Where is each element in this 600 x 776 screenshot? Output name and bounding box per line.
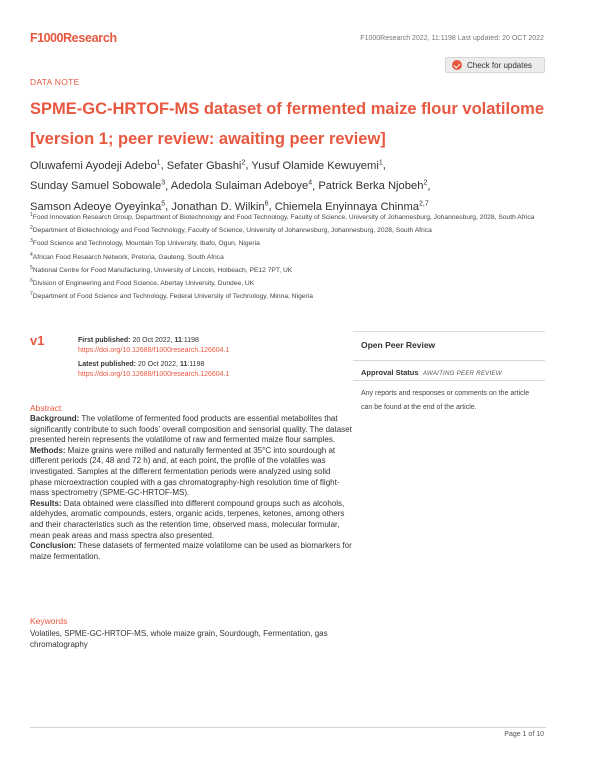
first-published-doi-link[interactable]: https://doi.org/10.12688/f1000research.126604.1	[78, 347, 230, 354]
affiliation: $^5$National Centre for Food Manufacturing, University of Lincoln, Holbeach, PE12 7PT, UK	[30, 264, 293, 275]
header-meta: F1000Research 2022, 11:1198 Last updated: 20 OCT 2022	[360, 35, 544, 42]
open-peer-review-title: Open Peer Review	[361, 340, 436, 350]
abstract-methods: Maize grains were milled and naturally fermented at 35°C into sourdough at different periods (24, 48 and 72 h) and, at each point, the profile of the volatiles was investigated. Samples at the different fermentation periods were analyzed using solid phase microextraction coupled with a gas chromatography-high resolution time of flight-mass spectrometry (SPME-GC-HRTOF-MS).	[30, 445, 340, 498]
author[interactable]: Jonathan D. Wilkin$^6$	[171, 200, 269, 214]
check-for-updates-button[interactable]	[445, 57, 545, 73]
author[interactable]: Sefater Gbashi$^2$	[166, 159, 246, 172]
author[interactable]: Oluwafemi Ayodeji Adebo$^1$	[30, 159, 161, 172]
divider	[353, 360, 545, 361]
author-list: Oluwafemi Ayodeji Adebo$^1$, Sefater Gbashi$^2$, Yusuf Olamide Kewuyemi$^1$, Sunday Samuel Sobowale$^3$, Adedola Sulaiman Adeboye$^4$, Patrick Berka Njobeh$^2$, Samson Adeoye Oyeyinka$^5$, Jonathan D. Wilkin$^6$, Chiemela Enyinnaya Chinma$^{2,7}$	[30, 159, 431, 214]
logo-prefix: F1000	[30, 31, 63, 45]
check-for-updates-label: Check for updates	[467, 60, 532, 70]
author[interactable]: Adedola Sulaiman Adeboye$^4$	[170, 179, 313, 193]
abstract-conclusion: These datasets of fermented maize volatilome can be used as biomarkers for maize fermentation.	[30, 541, 352, 561]
abstract-body: Background: The volatilome of fermented food products are essential metabolites that significantly contribute to such foods’ overall composition and sensorial quality. The dataset presented herein represents the volatilome of raw and fermented maize flour samples. Methods: Maize grains were milled and naturally fermented at 35°C into sourdough at different periods (24, 48 and 72 h) and, at each point, the profile of the volatiles was investigated. Samples at the different fermentation periods were analyzed using solid phase microextraction coupled with a gas chromatography-high resolution time of flight-mass spectrometry (SPME-GC-HRTOF-MS). Results: Data obtained were classified into different compound groups such as alcohols, aldehydes, aromatic compounds, esters, organic acids, terpenes, ketones, among others and their characteristics such as the retention time, observed mass, molecular formular, mean peak areas and mass spectra also presented. Conclusion: These datasets of fermented maize volatilome can be used as biomarkers for maize fermentation.	[30, 414, 352, 561]
first-published: First published: 20 Oct 2022, 11:1198 https://doi.org/10.12688/f1000research.126604.1	[78, 337, 230, 354]
author[interactable]: Patrick Berka Njobeh$^2$	[318, 179, 428, 193]
affiliation: $^7$Department of Food Science and Technology, Federal University of Technology, Minna, Nigeria	[30, 291, 313, 301]
article-type-label: DATA NOTE	[30, 77, 80, 87]
abstract-background: The volatilome of fermented food products are essential metabolites that significantly contribute to such foods’ overall composition and sensorial quality. The dataset presented herein represents the volatilome of raw and fermented maize flour samples.	[30, 414, 352, 445]
keywords-list: Volatiles, SPME-GC-HRTOF-MS, whole maize grain, Sourdough, Fermentation, gas chromatography	[30, 629, 328, 649]
abstract-heading: Abstract	[30, 403, 62, 413]
affiliation: $^6$Division of Engineering and Food Science, Abertay University, Dundee, UK	[30, 278, 255, 288]
approval-status: Approval Status AWAITING PEER REVIEW	[361, 368, 502, 377]
latest-published-doi-link[interactable]: https://doi.org/10.12688/f1000research.126604.1	[78, 371, 230, 378]
divider	[353, 380, 545, 381]
author[interactable]: Yusuf Olamide Kewuyemi$^1$	[251, 159, 383, 172]
journal-logo[interactable]	[30, 31, 117, 45]
keywords-heading: Keywords	[30, 616, 68, 626]
affiliation: $^4$African Food Research Network, Pretoria, Gauteng, South Africa	[30, 251, 224, 261]
article-title: SPME-GC-HRTOF-MS dataset of fermented maize flour volatilome [version 1; peer review: awaiting peer review]	[30, 100, 545, 148]
approval-status-value: AWAITING PEER REVIEW	[422, 370, 502, 377]
version-badge: v1	[30, 333, 45, 348]
affiliation: $^3$Food Science and Technology, Mountain Top University, Ibafo, Ogun, Nigeria	[30, 238, 260, 248]
affiliation: $^1$Food Innovation Research Group, Department of Biotechnology and Food Technology, Faculty of Science, University of Johannesburg, Johannesburg, 2028, South Africa	[30, 212, 535, 222]
affiliation-list	[30, 210, 570, 303]
author[interactable]: Samson Adeoye Oyeyinka$^5$	[30, 200, 166, 214]
author[interactable]: Sunday Samuel Sobowale$^3$	[30, 179, 166, 193]
page-number: Page 1 of 10	[504, 731, 544, 738]
logo-suffix: Research	[62, 31, 117, 45]
check-icon	[452, 60, 462, 70]
latest-published: Latest published: 20 Oct 2022, 11:1198 https://doi.org/10.12688/f1000research.126604.1	[78, 361, 230, 378]
affiliation: $^2$Department of Biotechnology and Food Technology, Faculty of Science, University of Johannesburg, Johannesburg, 2028, South Africa	[30, 225, 432, 235]
author[interactable]: Chiemela Enyinnaya Chinma$^{2,7}$	[274, 200, 429, 214]
abstract-results: Data obtained were classified into different compound groups such as alcohols, aldehydes, aromatic compounds, esters, organic acids, terpenes, ketones, among others and their characteristics such as the retention time, observed mass, molecular formular, mean peak areas and mass spectra also presented.	[30, 498, 345, 540]
footer-divider	[30, 727, 546, 728]
peer-review-note: Any reports and responses or comments on the article can be found at the end of the article.	[361, 390, 530, 411]
